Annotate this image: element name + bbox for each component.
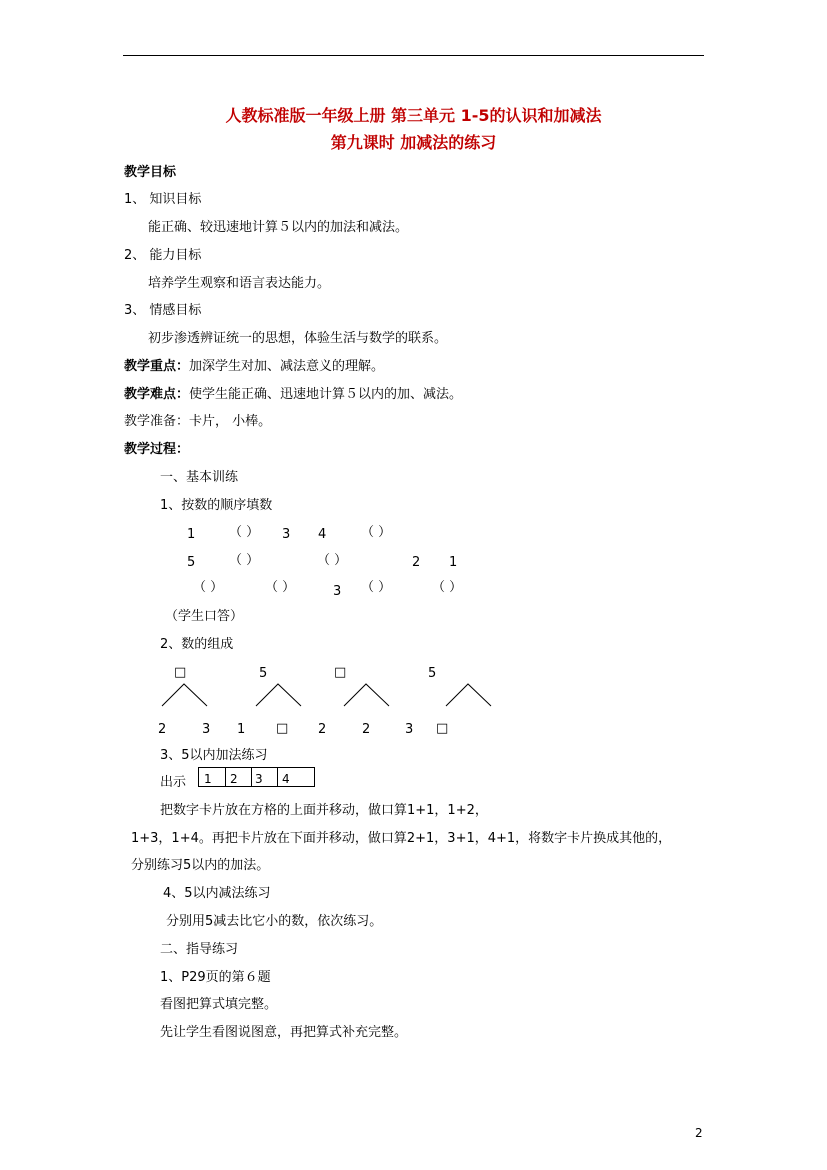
- seq-r1-c1: 1: [187, 527, 196, 542]
- exercise-2-title: 2、数的组成: [160, 637, 234, 652]
- key-point-text: 加深学生对加、减法意义的理解。: [189, 359, 385, 374]
- card-cell-4: 4: [282, 772, 290, 786]
- seq-r3-c1: （ ）: [193, 580, 224, 595]
- difficulty-label: 教学难点：: [124, 387, 190, 402]
- tree-2-right: □: [276, 721, 289, 736]
- goal-3-label: 3、 情感目标: [124, 303, 202, 318]
- tree-1-right: 3: [202, 722, 211, 737]
- tree-3-top: □: [334, 665, 347, 680]
- seq-r2-c2: （ ）: [229, 553, 260, 568]
- seq-r2-c5: 1: [449, 555, 458, 570]
- goal-3-text: 初步渗透辨证统一的思想，体验生活与数学的联系。: [148, 331, 448, 346]
- seq-r1-c5: （ ）: [361, 525, 392, 540]
- goal-2-text: 培养学生观察和语言表达能力。: [148, 276, 331, 291]
- tree-3-right: 2: [362, 722, 371, 737]
- section-2-heading: 二、指导练习: [160, 942, 239, 957]
- seq-r1-c3: 3: [282, 527, 291, 542]
- difficulty-text: 使学生能正确、迅速地计算５以内的加、减法。: [189, 387, 463, 402]
- tree-1-top: □: [174, 665, 187, 680]
- tree-3-left: 2: [318, 722, 327, 737]
- seq-r1-c4: 4: [318, 527, 327, 542]
- addition-para-line-1: 把数字卡片放在方格的上面并移动，做口算1+1，1+2，: [160, 803, 488, 818]
- card-cell-2: 2: [230, 772, 238, 786]
- teaching-prep: 教学准备：卡片， 小棒。: [124, 414, 272, 429]
- exercise-1-title: 1、按数的顺序填数: [160, 498, 273, 513]
- document-title: 人教标准版一年级上册 第三单元 1-5的认识和加减法: [225, 106, 602, 125]
- process-heading: 教学过程：: [124, 442, 190, 457]
- number-card-grid: [198, 767, 315, 787]
- tree-2-left: 1: [237, 722, 246, 737]
- tree-2-top: 5: [259, 666, 268, 681]
- goal-1-text: 能正确、较迅速地计算５以内的加法和减法。: [148, 220, 409, 235]
- card-cell-3: 3: [255, 772, 263, 786]
- exercise-3-title: 3、5以内加法练习: [160, 748, 268, 763]
- key-point-label: 教学重点：: [124, 359, 190, 374]
- tree-4-left: 3: [405, 722, 414, 737]
- seq-r3-c3: 3: [333, 584, 342, 599]
- tree-1-left: 2: [158, 722, 167, 737]
- subtraction-text: 分别用5减去比它小的数，依次练习。: [166, 914, 383, 929]
- exercise-4-title: 4、5以内减法练习: [163, 886, 271, 901]
- page-number: 2: [695, 1126, 703, 1140]
- addition-para-line-2: 1+3，1+4。再把卡片放在下面并移动，做口算2+1，3+1，4+1，将数字卡片换成其他的，: [131, 831, 672, 846]
- section-1-heading: 一、基本训练: [160, 470, 239, 485]
- goal-1-label: 1、 知识目标: [124, 192, 202, 207]
- tree-4-top: 5: [428, 666, 437, 681]
- tree-4-right: □: [436, 721, 449, 736]
- seq-r1-c2: （ ）: [229, 525, 260, 540]
- goals-heading: 教学目标: [124, 165, 177, 180]
- seq-r2-c4: 2: [412, 555, 421, 570]
- lesson-subtitle: 第九课时 加减法的练习: [330, 133, 497, 152]
- card-cell-1: 1: [204, 772, 212, 786]
- show-label: 出示: [160, 775, 187, 790]
- goal-2-label: 2、 能力目标: [124, 248, 202, 263]
- seq-r2-c1: 5: [187, 555, 196, 570]
- seq-r3-c5: （ ）: [432, 580, 463, 595]
- guide-item-1: 1、P29页的第６题: [160, 970, 271, 985]
- guide-line-2: 先让学生看图说图意，再把算式补充完整。: [160, 1025, 408, 1040]
- seq-r2-c3: （ ）: [317, 553, 348, 568]
- student-answer-note: （学生口答）: [165, 609, 244, 624]
- seq-r3-c2: （ ）: [265, 580, 296, 595]
- addition-para-line-3: 分别练习5以内的加法。: [131, 858, 270, 873]
- seq-r3-c4: （ ）: [361, 580, 392, 595]
- guide-line-1: 看图把算式填完整。: [160, 997, 278, 1012]
